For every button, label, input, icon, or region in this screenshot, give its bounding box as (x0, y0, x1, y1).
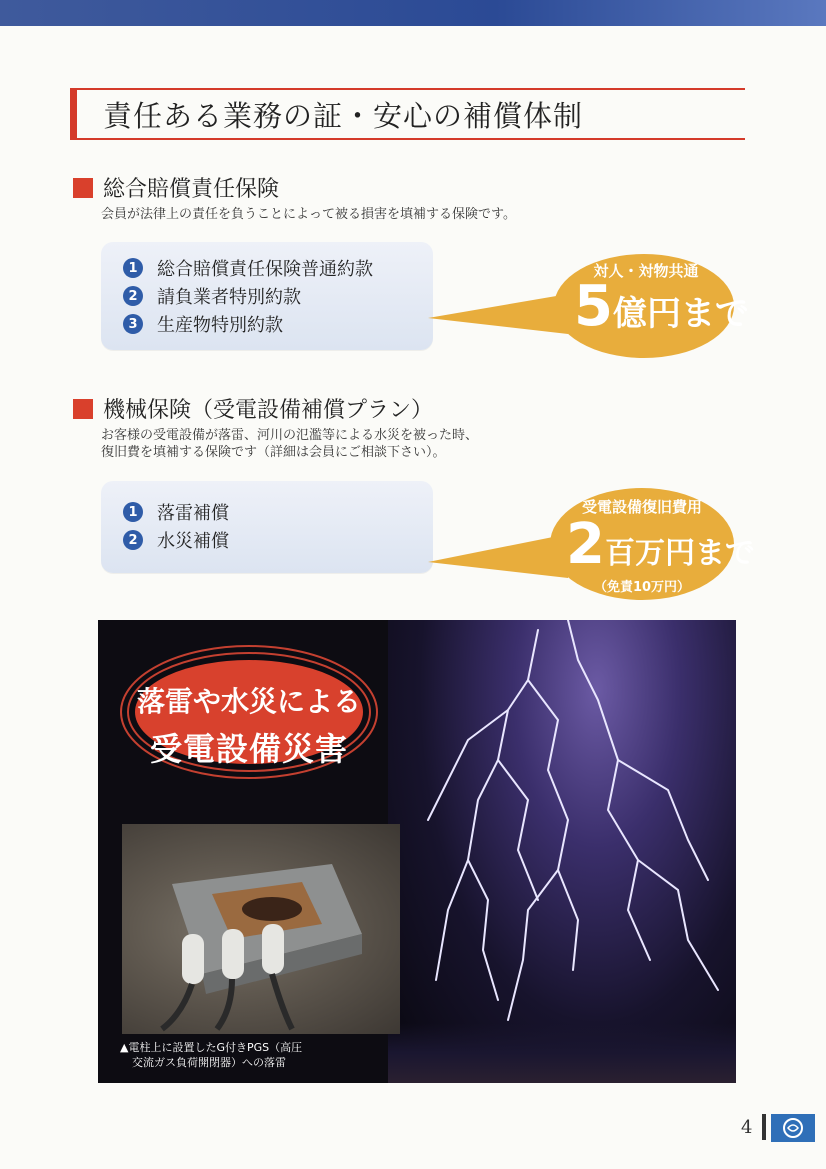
page-title: 責任ある業務の証・安心の補償体制 (103, 99, 584, 133)
bubble-amount-digit: 2 (566, 512, 605, 577)
number-badge-icon: 2 (123, 530, 143, 550)
description-line: お客様の受電設備が落雷、河川の氾濫等による水災を被った時、 (101, 428, 479, 443)
section-description (101, 427, 478, 461)
section-heading-machinery (73, 393, 433, 424)
section-heading-liability (73, 172, 279, 203)
list-item (123, 254, 433, 282)
bubble-top-label: 対人・対物共通 (593, 262, 699, 280)
list-item (123, 282, 433, 310)
red-square-icon (73, 178, 93, 198)
list-item-label: 請負業者特別約款 (157, 287, 301, 308)
city-lights (388, 1023, 736, 1083)
coverage-limit-bubble-liability (428, 244, 749, 362)
caption-line: ▲電柱上に設置したG付きPGS（高圧 (120, 1041, 303, 1054)
number-badge-icon: 1 (123, 258, 143, 278)
description-line: 復旧費を填補する保険です（詳細は会員にご相談下さい）。 (101, 445, 446, 460)
page-number-divider (762, 1114, 766, 1140)
bubble-amount-unit: 百万円まで (604, 536, 755, 571)
number-badge-icon: 2 (123, 286, 143, 306)
photo-caption (120, 1040, 302, 1070)
badge-line-1: 落雷や水災による (136, 685, 361, 718)
page-title-bar (70, 88, 745, 140)
bubble-amount (566, 512, 755, 577)
bubble-top-label: 受電設備復旧費用 (581, 498, 702, 516)
association-logo-icon (771, 1114, 815, 1142)
list-item (123, 498, 433, 526)
top-color-band (0, 0, 826, 26)
badge-line-2: 受電設備災害 (149, 730, 348, 768)
list-item-label: 水災補償 (157, 531, 229, 552)
bubble-amount-digit: 5 (574, 274, 613, 339)
list-item (123, 526, 433, 554)
damaged-switch-illustration (122, 824, 400, 1034)
red-square-icon (73, 399, 93, 419)
bubble-note: （免責10万円） (593, 580, 691, 595)
disaster-photo-panel (98, 620, 736, 1083)
lightning-bolt-icon (388, 620, 736, 1083)
list-item (123, 310, 433, 338)
page-number: 4 (741, 1117, 753, 1138)
bubble-amount (574, 274, 749, 339)
list-item-label: 生産物特別約款 (157, 315, 283, 336)
section-description: 会員が法律上の責任を負うことによって被る損害を填補する保険です。 (101, 207, 516, 222)
disaster-badge (118, 642, 380, 782)
section-heading-text: 総合賠償責任保険 (103, 177, 280, 202)
number-badge-icon: 3 (123, 314, 143, 334)
list-item-label: 総合賠償責任保険普通約款 (157, 259, 373, 280)
bubble-amount-unit: 億円まで (612, 294, 749, 334)
caption-line: 交流ガス負荷開閉器）への落雷 (132, 1056, 286, 1069)
list-item-label: 落雷補償 (157, 503, 229, 524)
number-badge-icon: 1 (123, 502, 143, 522)
damaged-switch-photo (122, 824, 400, 1034)
coverage-limit-bubble-machinery (428, 482, 755, 606)
coverage-list-liability (101, 242, 433, 350)
coverage-list-machinery (101, 481, 433, 573)
lightning-sky-photo (388, 620, 736, 1083)
section-heading-text: 機械保険（受電設備補償プラン） (103, 398, 434, 423)
